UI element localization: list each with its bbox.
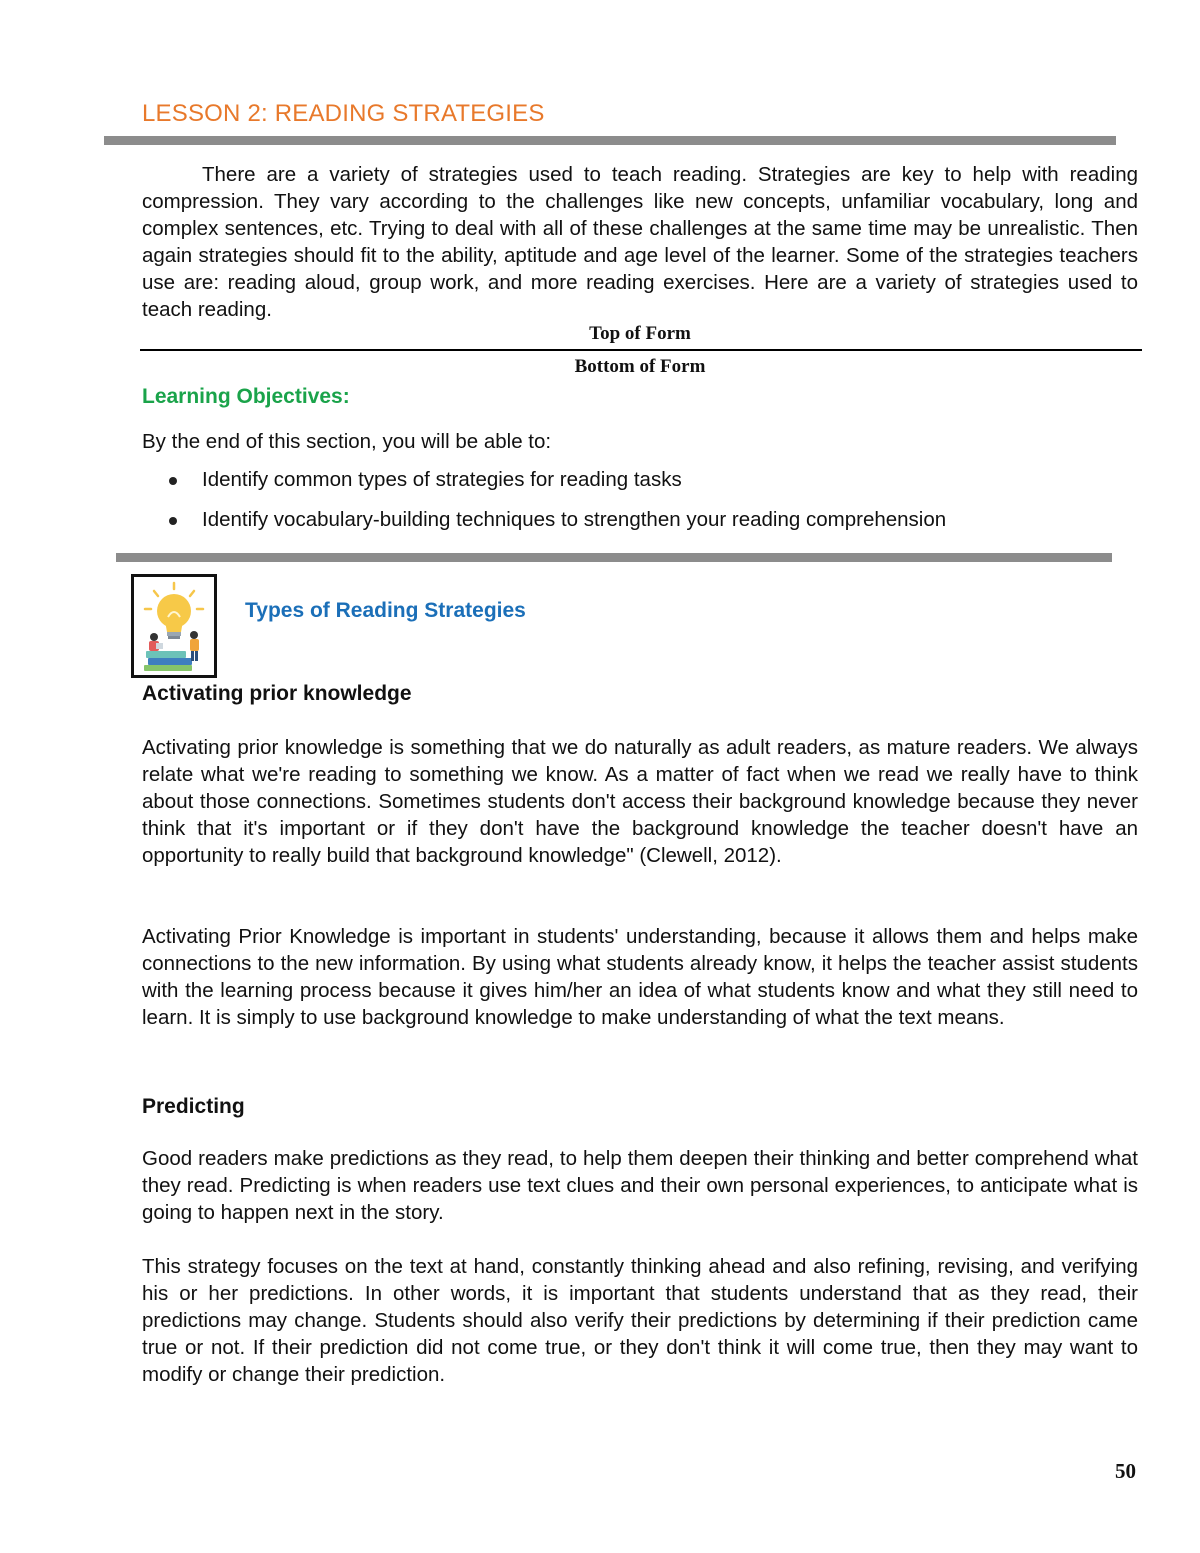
lesson-title: LESSON 2: READING STRATEGIES <box>142 100 545 127</box>
section-divider <box>116 553 1112 562</box>
bullet-icon <box>169 477 177 485</box>
activating-paragraph-2: Activating Prior Knowledge is important in students' understanding, because it allows them and helps make connections to the new information. By using what students already know, it helps the teacher assist students with the learning process because it gives him/her an idea of what students know and what they still need to learn. It is simply to use background knowledge to make understanding of what the text means. <box>142 925 1138 1029</box>
title-divider <box>104 136 1116 145</box>
page-number: 50 <box>1115 1459 1136 1483</box>
objectives-lead: By the end of this section, you will be able to: <box>142 430 552 453</box>
learning-objectives-heading: Learning Objectives: <box>142 385 350 408</box>
activating-paragraph-1: Activating prior knowledge is something that we do naturally as adult readers, as mature readers. We always relate what we're reading to something we know. As a matter of fact when we read we really have to think about those connections. Sometimes students don't access their background knowledge because they never think that it's important or if they don't have the background knowledge the teacher doesn't have an opportunity to really build that background knowledge" (Clewell, 2012). <box>142 736 1138 867</box>
form-divider <box>140 349 1142 351</box>
activating-heading: Activating prior knowledge <box>142 682 412 705</box>
objectives-list <box>142 468 1142 548</box>
objective-text: Identify common types of strategies for reading tasks <box>202 468 682 491</box>
list-item <box>142 508 1142 532</box>
predicting-paragraph-1: Good readers make predictions as they read, to help them deepen their thinking and better comprehend what they read. Predicting is when readers use text clues and their own personal experiences, to anticipate what is going to happen next in the story. <box>142 1147 1138 1224</box>
lightbulb-reading-icon <box>131 574 217 678</box>
predicting-paragraph-2: This strategy focuses on the text at hand, constantly thinking ahead and also refining, revising, and verifying his or her predictions. In other words, it is important that students understand that as they read, their predictions may change. Students should also verify their predictions by determining if their prediction came true or not. If their prediction did not come true, or they don't think it will come true, then they may want to modify or change their prediction. <box>142 1255 1138 1386</box>
objective-text: Identify vocabulary-building techniques to strengthen your reading comprehension <box>202 508 947 531</box>
list-item <box>142 468 1142 492</box>
bottom-of-form-label: Bottom of Form <box>574 356 706 377</box>
top-of-form-label: Top of Form <box>589 323 691 344</box>
section-title: Types of Reading Strategies <box>245 599 526 622</box>
bullet-icon <box>169 517 177 525</box>
predicting-heading: Predicting <box>142 1095 245 1118</box>
intro-paragraph: There are a variety of strategies used to teach reading. Strategies are key to help with reading compression. They vary according to the challenges like new concepts, unfamiliar vocabulary, long and complex sentences, etc. Trying to deal with all of these challenges at the same time may be unrealistic. Then again strategies should fit to the ability, aptitude and age level of the learner. Some of the strategies teachers use are: reading aloud, group work, and more reading exercises. Here are a variety of strategies used to teach reading. <box>142 163 1138 321</box>
